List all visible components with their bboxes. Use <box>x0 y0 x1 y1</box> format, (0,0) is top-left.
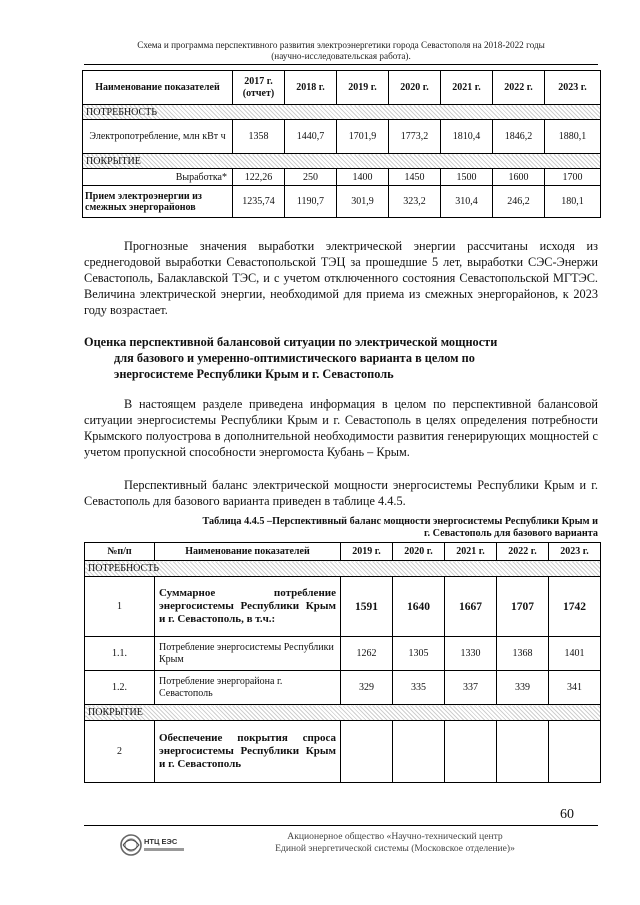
row-name: Суммарное потребление энергосистемы Республики Крым и г. Севастополь, в т.ч.: <box>155 577 341 637</box>
table2-year-2023: 2023 г. <box>549 543 601 561</box>
table2-year-2019: 2019 г. <box>341 543 393 561</box>
row-name: Потребление энергосистемы Республики Крым <box>155 637 341 671</box>
footer-rule <box>84 825 598 826</box>
table-cell: 1700 <box>545 169 601 186</box>
caption-line-1: Таблица 4.4.5 –Перспективный баланс мощности энергосистемы Республики Крым и <box>202 516 598 527</box>
table-cell: 301,9 <box>337 186 389 218</box>
forecast-paragraph: Прогнозные значения выработки электрической энергии рассчитаны исходя из среднегодовой выработки Севастопольской ТЭЦ за прошедшие 5 лет, выработки СЭС-Энержи Севастополь, Балаклавской ТЭС, и с учетом отключенного состояния Севастопольской МГТЭС. Величина электрической энергии, необходимой для приема из смежных энергорайонов, к 2023 году возрастает. <box>84 239 598 317</box>
table-row <box>85 637 601 671</box>
table-cell: 1591 <box>341 577 393 637</box>
table-row <box>83 169 601 186</box>
table-cell: 1701,9 <box>337 120 389 154</box>
table2-section-row <box>85 561 601 577</box>
table1-generation-name: Выработка* <box>83 169 233 186</box>
table-cell: 122,26 <box>233 169 285 186</box>
table-cell: 1846,2 <box>493 120 545 154</box>
table1-header-row <box>83 71 601 105</box>
table-cell: 1742 <box>549 577 601 637</box>
table2-year-2021: 2021 г. <box>445 543 497 561</box>
logo-text: НТЦ ЕЭС <box>144 837 178 846</box>
table-cell: 1368 <box>497 637 549 671</box>
table-cell: 246,2 <box>493 186 545 218</box>
table2-section-need: ПОТРЕБНОСТЬ <box>85 561 601 577</box>
caption-line-2: г. Севастополь для базового варианта <box>424 528 598 539</box>
table1-year-2019: 2019 г. <box>337 71 389 105</box>
table1-section-row <box>83 105 601 120</box>
heading-line-3: энергосистеме Республики Крым и г. Севастополь <box>114 367 394 381</box>
table-cell: 323,2 <box>389 186 441 218</box>
row-number: 1 <box>85 577 155 637</box>
table1-year-2022: 2022 г. <box>493 71 545 105</box>
table1-section-cover: ПОКРЫТИЕ <box>83 154 601 169</box>
table-cell: 1235,74 <box>233 186 285 218</box>
table-cell: 1773,2 <box>389 120 441 154</box>
table1-year-2023: 2023 г. <box>545 71 601 105</box>
table-cell: 1667 <box>445 577 497 637</box>
table-cell: 1400 <box>337 169 389 186</box>
table2-year-2022: 2022 г. <box>497 543 549 561</box>
logo-mark-icon <box>121 835 141 855</box>
table-cell: 329 <box>341 671 393 705</box>
page-number: 60 <box>560 807 574 822</box>
header-rule <box>84 64 598 65</box>
table-cell: 1305 <box>393 637 445 671</box>
table-cell: 341 <box>549 671 601 705</box>
table-cell: 339 <box>497 671 549 705</box>
row-number: 1.1. <box>85 637 155 671</box>
footer-line-2: Единой энергетической системы (Московское отделение)» <box>275 843 515 854</box>
table-cell <box>393 721 445 783</box>
table-cell: 337 <box>445 671 497 705</box>
table-row <box>83 186 601 218</box>
table-cell: 1810,4 <box>441 120 493 154</box>
table-cell: 1500 <box>441 169 493 186</box>
table-cell: 335 <box>393 671 445 705</box>
table1-col-name: Наименование показателей <box>83 71 233 105</box>
header-line-1: Схема и программа перспективного развития электроэнергетики города Севастополя на 2018-2022 годы <box>137 40 545 50</box>
table2-col-name: Наименование показателей <box>155 543 341 561</box>
row-number: 1.2. <box>85 671 155 705</box>
row-name: Потребление энергорайона г. Севастополь <box>155 671 341 705</box>
table-cell: 1190,7 <box>285 186 337 218</box>
table2-section-cover: ПОКРЫТИЕ <box>85 705 601 721</box>
footer-text <box>210 831 580 855</box>
table-cell: 1450 <box>389 169 441 186</box>
page-header <box>84 40 598 62</box>
table1-section-need: ПОТРЕБНОСТЬ <box>83 105 601 120</box>
table-cell: 1880,1 <box>545 120 601 154</box>
table1-year-2018: 2018 г. <box>285 71 337 105</box>
table-cell <box>549 721 601 783</box>
table-row <box>83 120 601 154</box>
table-caption <box>84 516 598 540</box>
table1-year-2021: 2021 г. <box>441 71 493 105</box>
table1-import-name: Прием электроэнергии из смежных энергорайонов <box>83 186 233 218</box>
table1-consumption-name: Электропотребление, млн кВт ч <box>83 120 233 154</box>
power-balance-table <box>84 542 601 783</box>
table-cell: 1440,7 <box>285 120 337 154</box>
section-intro-paragraph: В настоящем разделе приведена информация в целом по перспективной балансовой ситуации энергосистемы Республики Крым и г. Севастополь в целях определения потребности Крымского полуострова в дополнительной необходимости развития генерирующих мощностей с учетом пропускной способности энергомоста Кубань – Крым. <box>84 397 598 459</box>
heading-line-2: для базового и умеренно-оптимистического варианта в целом по <box>114 351 475 365</box>
table-cell: 180,1 <box>545 186 601 218</box>
table-cell <box>341 721 393 783</box>
company-logo <box>120 830 190 860</box>
heading-line-1: Оценка перспективной балансовой ситуации по электрической мощности <box>84 335 498 349</box>
table-row <box>85 577 601 637</box>
table2-year-2020: 2020 г. <box>393 543 445 561</box>
table-cell: 1401 <box>549 637 601 671</box>
table2-col-num: №п/п <box>85 543 155 561</box>
table2-header-row <box>85 543 601 561</box>
table-cell <box>497 721 549 783</box>
table-cell: 1707 <box>497 577 549 637</box>
table-reference-paragraph: Перспективный баланс электрической мощности энергосистемы Республики Крым и г. Севастополь для базового варианта приведен в таблице 4.4.5. <box>84 478 598 508</box>
table2-section-row <box>85 705 601 721</box>
energy-balance-table <box>82 70 601 218</box>
row-number: 2 <box>85 721 155 783</box>
section-heading <box>84 334 598 382</box>
table-row <box>85 671 601 705</box>
header-line-2: (научно-исследовательская работа). <box>271 51 411 61</box>
table-cell: 1640 <box>393 577 445 637</box>
table1-section-row <box>83 154 601 169</box>
table-cell <box>445 721 497 783</box>
table-cell: 1262 <box>341 637 393 671</box>
row-name: Обеспечение покрытия спроса энергосистемы Республики Крым и г. Севастополь <box>155 721 341 783</box>
footer-line-1: Акционерное общество «Научно-технический центр <box>287 831 503 842</box>
table-cell: 1600 <box>493 169 545 186</box>
table-cell: 310,4 <box>441 186 493 218</box>
table1-year-2020: 2020 г. <box>389 71 441 105</box>
table-cell: 250 <box>285 169 337 186</box>
table-cell: 1358 <box>233 120 285 154</box>
table-cell: 1330 <box>445 637 497 671</box>
table-row <box>85 721 601 783</box>
table1-year-2017: 2017 г. (отчет) <box>233 71 285 105</box>
